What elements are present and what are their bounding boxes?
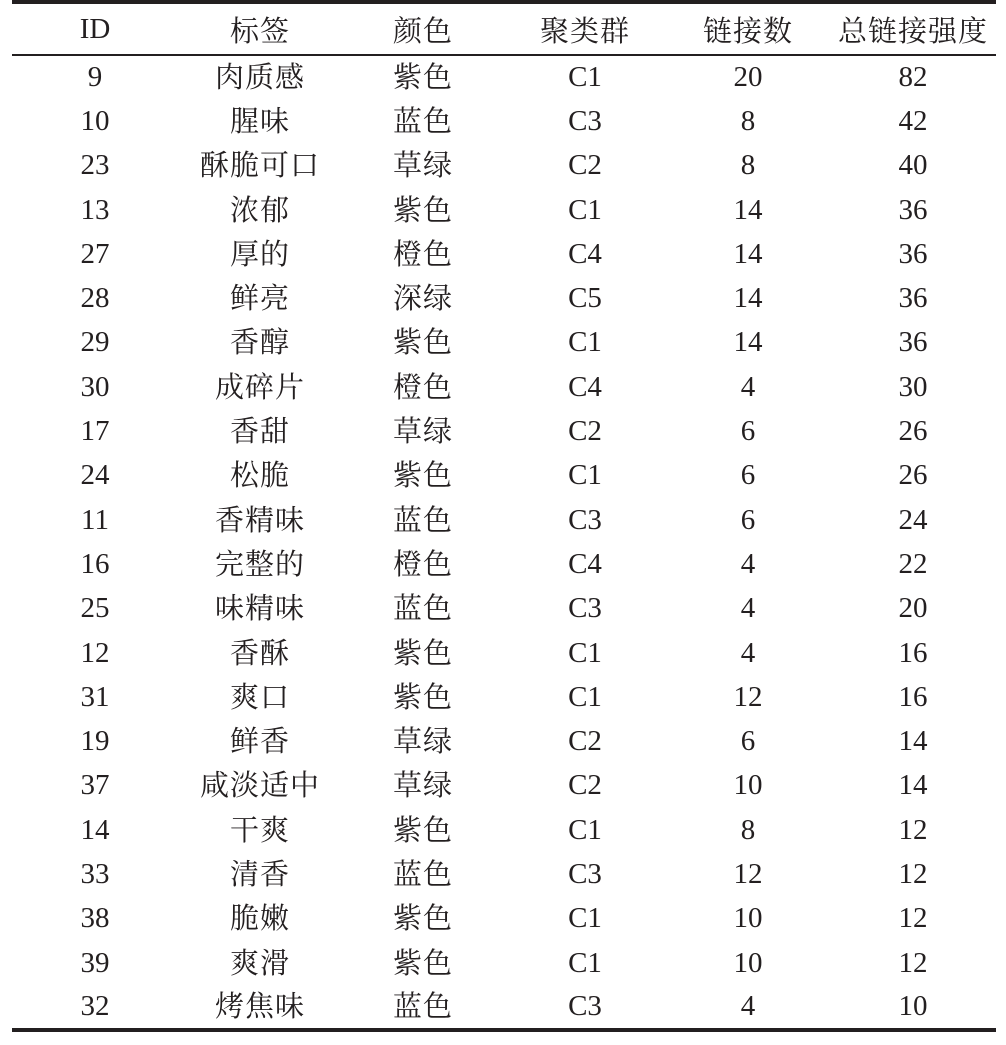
cell-total-link-strength: 16 <box>898 636 928 669</box>
cell-cluster: C4 <box>568 237 602 270</box>
cell-cluster: C1 <box>568 636 602 669</box>
cell-cluster: C2 <box>568 149 602 182</box>
cell-cluster: C1 <box>568 326 602 359</box>
cell-links: 6 <box>740 725 756 758</box>
cell-links: 10 <box>733 946 763 979</box>
cell-links: 10 <box>733 769 763 802</box>
cell-total-link-strength: 20 <box>898 592 928 625</box>
cell-total-link-strength: 26 <box>898 415 928 448</box>
cell-links: 10 <box>733 902 763 935</box>
cell-links: 4 <box>740 370 756 403</box>
cell-links: 6 <box>740 415 756 448</box>
cell-cluster: C1 <box>568 459 602 492</box>
cell-id: 13 <box>80 193 110 226</box>
cell-cluster: C5 <box>568 282 602 315</box>
cell-id: 16 <box>80 547 110 580</box>
cell-links: 14 <box>733 282 763 315</box>
header-color: 颜色 <box>342 2 504 55</box>
cell-color: 紫色 <box>392 901 453 936</box>
cell-color: 蓝色 <box>392 103 453 138</box>
cell-label: 香酥 <box>229 635 290 670</box>
cell-label: 干爽 <box>229 812 290 847</box>
cell-links: 4 <box>666 985 830 1029</box>
table-row <box>12 985 996 1029</box>
cell-color: 紫色 <box>392 458 453 493</box>
table-row <box>12 631 996 675</box>
cell-links: 14 <box>733 326 763 359</box>
cell-total-link-strength: 10 <box>830 985 996 1029</box>
cell-total-link-strength: 12 <box>898 902 928 935</box>
cell-color: 紫色 <box>392 325 453 360</box>
table-row <box>12 498 996 542</box>
cell-id: 10 <box>80 104 110 137</box>
cell-color: 紫色 <box>392 60 453 95</box>
table-row <box>12 587 996 631</box>
cell-cluster: C1 <box>568 813 602 846</box>
cell-label: 完整的 <box>214 546 305 581</box>
cell-links: 6 <box>740 503 756 536</box>
header-links: 链接数 <box>666 2 830 55</box>
cell-id: 31 <box>80 680 110 713</box>
cell-color: 橙色 <box>392 236 453 271</box>
cell-links: 4 <box>740 636 756 669</box>
cell-links: 12 <box>733 857 763 890</box>
table-row <box>12 409 996 453</box>
table-row <box>12 365 996 409</box>
cell-id: 38 <box>80 902 110 935</box>
cell-color: 草绿 <box>392 768 453 803</box>
cell-total-link-strength: 36 <box>898 193 928 226</box>
cell-label: 香精味 <box>214 502 305 537</box>
cell-color: 紫色 <box>392 812 453 847</box>
cell-id: 19 <box>80 725 110 758</box>
table-row <box>12 897 996 941</box>
cell-label: 味精味 <box>214 591 305 626</box>
cell-total-link-strength: 12 <box>898 857 928 890</box>
cell-links: 12 <box>733 680 763 713</box>
cell-total-link-strength: 36 <box>898 237 928 270</box>
cell-id: 33 <box>80 857 110 890</box>
cell-links: 8 <box>740 104 756 137</box>
cell-id: 37 <box>80 769 110 802</box>
cell-total-link-strength: 22 <box>898 547 928 580</box>
cell-label: 烤焦味 <box>178 985 342 1029</box>
table-row <box>12 232 996 276</box>
table-header-row <box>12 2 996 55</box>
table-row <box>12 55 996 99</box>
cell-cluster: C1 <box>568 61 602 94</box>
cell-color: 橙色 <box>392 369 453 404</box>
cell-label: 成碎片 <box>214 369 305 404</box>
cell-label: 香甜 <box>229 414 290 449</box>
cell-links: 14 <box>733 237 763 270</box>
cell-links: 14 <box>733 193 763 226</box>
cell-links: 6 <box>740 459 756 492</box>
cell-color: 草绿 <box>392 414 453 449</box>
cell-cluster: C1 <box>568 946 602 979</box>
cell-label: 爽滑 <box>229 945 290 980</box>
cell-label: 脆嫩 <box>229 901 290 936</box>
cell-total-link-strength: 30 <box>898 370 928 403</box>
cell-cluster: C2 <box>568 769 602 802</box>
cell-label: 鲜香 <box>229 724 290 759</box>
cell-label: 咸淡适中 <box>199 768 320 803</box>
cell-label: 厚的 <box>229 236 290 271</box>
table-row <box>12 764 996 808</box>
cell-color: 草绿 <box>392 148 453 183</box>
cell-id: 39 <box>80 946 110 979</box>
cell-color: 草绿 <box>392 724 453 759</box>
table-row <box>12 941 996 985</box>
cell-total-link-strength: 42 <box>898 104 928 137</box>
cell-color: 蓝色 <box>342 985 504 1029</box>
header-total-link-strength: 总链接强度 <box>830 2 996 55</box>
cell-color: 橙色 <box>392 546 453 581</box>
table-row <box>12 808 996 852</box>
cell-id: 12 <box>80 636 110 669</box>
cell-id: 28 <box>80 282 110 315</box>
table-row <box>12 99 996 143</box>
cell-links: 4 <box>740 592 756 625</box>
cell-id: 30 <box>80 370 110 403</box>
cell-id: 14 <box>80 813 110 846</box>
cell-id: 23 <box>80 149 110 182</box>
cell-cluster: C3 <box>568 857 602 890</box>
cell-total-link-strength: 82 <box>898 61 928 94</box>
table-row <box>12 719 996 763</box>
table-row <box>12 321 996 365</box>
cell-color: 深绿 <box>392 281 453 316</box>
cell-label: 腥味 <box>229 103 290 138</box>
cell-total-link-strength: 26 <box>898 459 928 492</box>
table-row <box>12 542 996 586</box>
cell-links: 4 <box>740 547 756 580</box>
cell-id: 9 <box>87 61 103 94</box>
cell-color: 蓝色 <box>392 856 453 891</box>
cell-total-link-strength: 40 <box>898 149 928 182</box>
cell-cluster: C1 <box>568 902 602 935</box>
table-row <box>12 454 996 498</box>
cell-links: 20 <box>733 61 763 94</box>
data-table-container <box>12 0 996 1032</box>
header-label: 标签 <box>178 2 342 55</box>
cell-total-link-strength: 14 <box>898 769 928 802</box>
cell-label: 爽口 <box>229 679 290 714</box>
table-row <box>12 852 996 896</box>
cell-cluster: C3 <box>504 985 666 1029</box>
cell-links: 8 <box>740 813 756 846</box>
cell-links: 8 <box>740 149 756 182</box>
cell-label: 酥脆可口 <box>199 148 320 183</box>
cell-cluster: C1 <box>568 193 602 226</box>
cell-cluster: C4 <box>568 370 602 403</box>
table-row <box>12 144 996 188</box>
cell-id: 29 <box>80 326 110 359</box>
cell-id: 32 <box>12 985 178 1029</box>
table-row <box>12 188 996 232</box>
cell-id: 11 <box>81 503 109 536</box>
cell-total-link-strength: 36 <box>898 326 928 359</box>
cell-color: 紫色 <box>392 679 453 714</box>
cell-label: 鲜亮 <box>229 281 290 316</box>
cell-cluster: C3 <box>568 104 602 137</box>
cell-total-link-strength: 14 <box>898 725 928 758</box>
header-id: ID <box>12 2 178 55</box>
cell-cluster: C3 <box>568 503 602 536</box>
cell-id: 24 <box>80 459 110 492</box>
cell-total-link-strength: 36 <box>898 282 928 315</box>
table-row <box>12 276 996 320</box>
cell-color: 紫色 <box>392 192 453 227</box>
header-cluster: 聚类群 <box>504 2 666 55</box>
cell-total-link-strength: 24 <box>898 503 928 536</box>
cell-label: 清香 <box>229 856 290 891</box>
cell-label: 香醇 <box>229 325 290 360</box>
cell-cluster: C3 <box>568 592 602 625</box>
cell-label: 肉质感 <box>214 60 305 95</box>
cell-color: 蓝色 <box>392 591 453 626</box>
cell-total-link-strength: 16 <box>898 680 928 713</box>
cell-id: 17 <box>80 415 110 448</box>
cell-color: 紫色 <box>392 945 453 980</box>
cell-color: 蓝色 <box>392 502 453 537</box>
cell-label: 浓郁 <box>229 192 290 227</box>
table-body <box>12 55 996 1030</box>
cell-id: 25 <box>80 592 110 625</box>
cell-cluster: C2 <box>568 415 602 448</box>
cell-cluster: C4 <box>568 547 602 580</box>
table-row <box>12 675 996 719</box>
cell-label: 松脆 <box>229 458 290 493</box>
cell-color: 紫色 <box>392 635 453 670</box>
cell-cluster: C1 <box>568 680 602 713</box>
cell-total-link-strength: 12 <box>898 946 928 979</box>
cell-id: 27 <box>80 237 110 270</box>
cell-total-link-strength: 12 <box>898 813 928 846</box>
data-table <box>12 0 996 1032</box>
cell-cluster: C2 <box>568 725 602 758</box>
